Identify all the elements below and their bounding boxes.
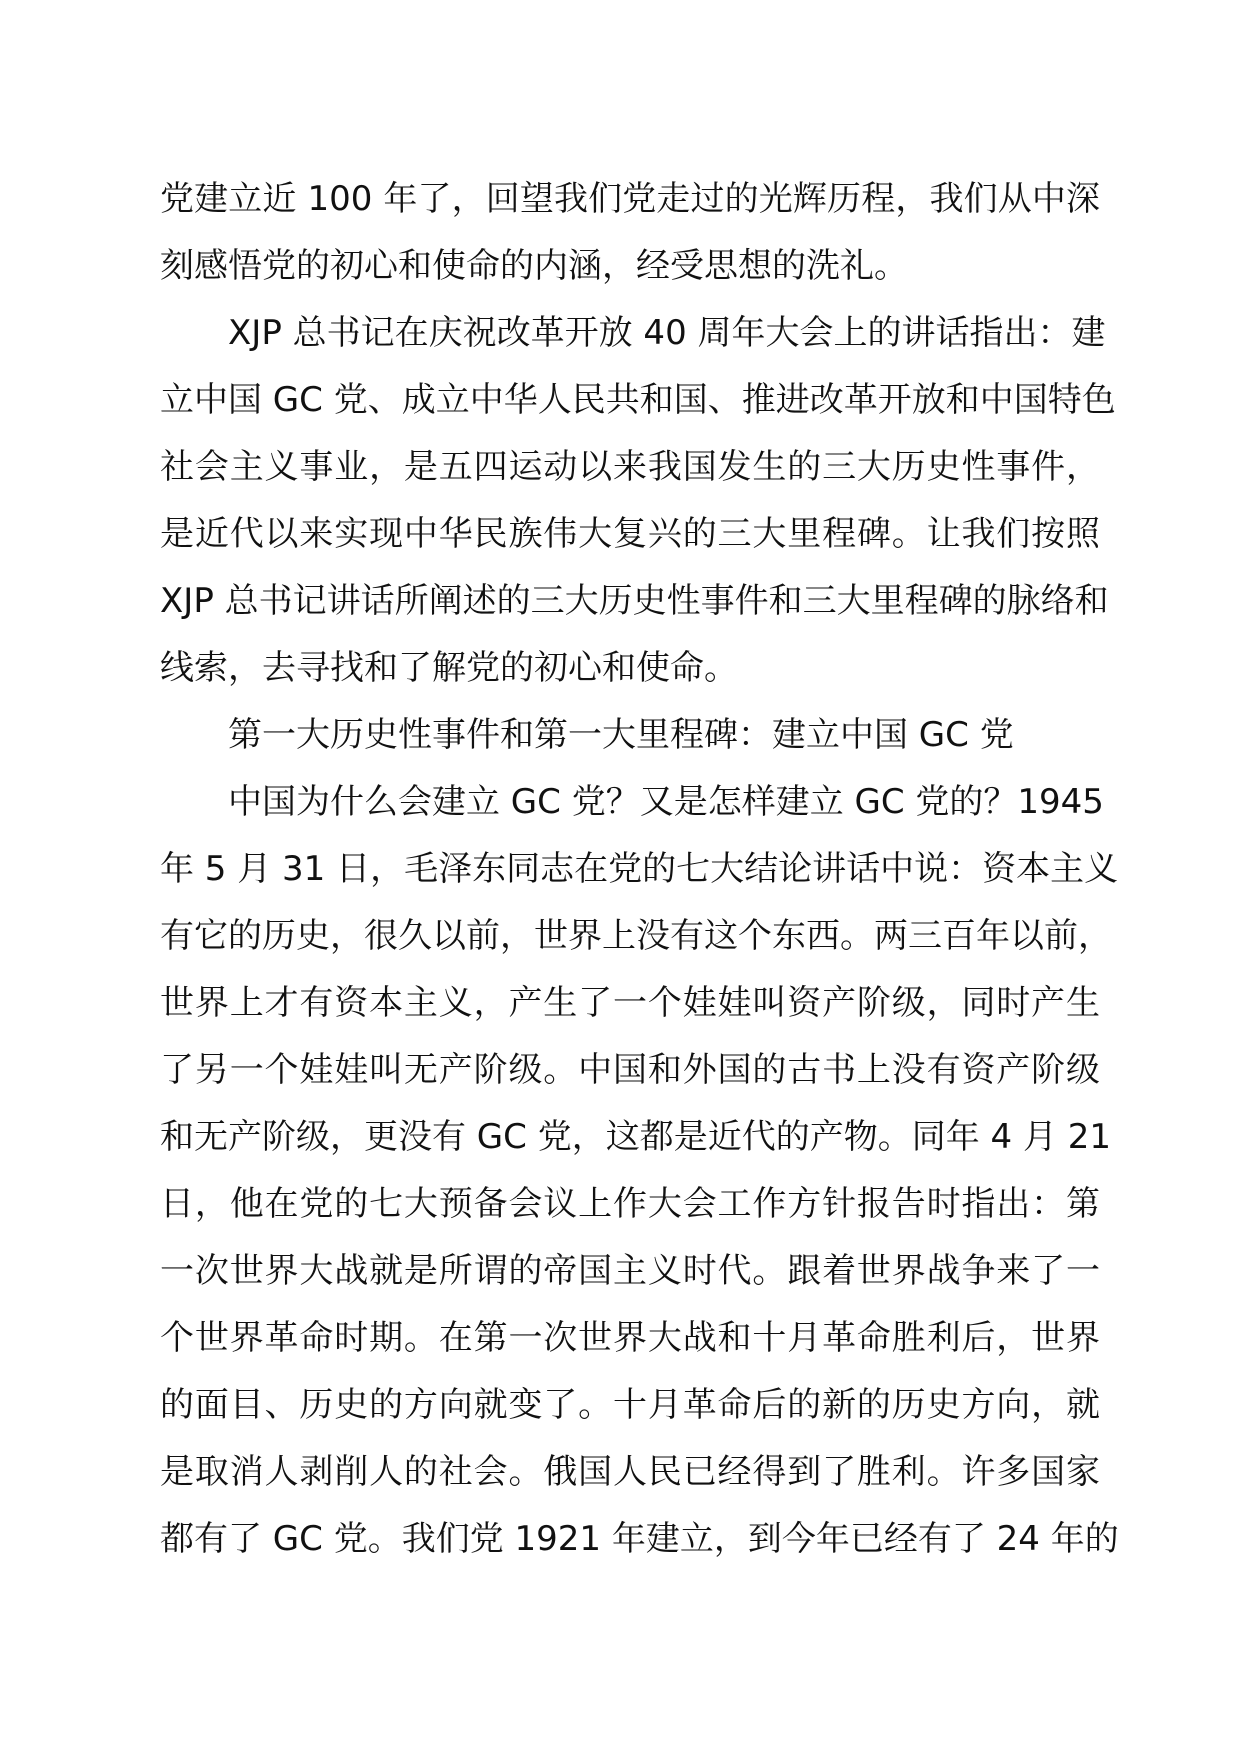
body-text	[160, 166, 1119, 1573]
text-line: 日，他在党的七大预备会议上作大会工作方针报告时指出：第	[160, 1184, 1100, 1224]
text-line: 年 5 月 31 日，毛泽东同志在党的七大结论讲话中说：资本主义	[160, 849, 1119, 889]
text-line: 线索，去寻找和了解党的初心和使命。	[160, 648, 738, 688]
text-line: XJP 总书记讲话所阐述的三大历史性事件和三大里程碑的脉络和	[160, 581, 1109, 621]
text-line: 世界上才有资本主义，产生了一个娃娃叫资产阶级，同时产生	[160, 983, 1100, 1023]
text-line: 有它的历史，很久以前，世界上没有这个东西。两三百年以前，	[160, 916, 1112, 956]
text-line: 第一大历史性事件和第一大里程碑：建立中国 GC 党	[228, 715, 1014, 755]
text-line: 都有了 GC 党。我们党 1921 年建立，到今年已经有了 24 年的	[160, 1519, 1119, 1559]
text-line: 是近代以来实现中华民族伟大复兴的三大里程碑。让我们按照	[160, 514, 1100, 554]
text-line: 刻感悟党的初心和使命的内涵，经受思想的洗礼。	[160, 246, 908, 286]
text-line: 党建立近 100 年了，回望我们党走过的光辉历程，我们从中深	[160, 179, 1100, 219]
text-line: 社会主义事业，是五四运动以来我国发生的三大历史性事件，	[160, 447, 1100, 487]
text-line: 一次世界大战就是所谓的帝国主义时代。跟着世界战争来了一	[160, 1251, 1100, 1291]
text-line: 是取消人剥削人的社会。俄国人民已经得到了胜利。许多国家	[160, 1452, 1100, 1492]
text-line: XJP 总书记在庆祝改革开放 40 周年大会上的讲话指出：建	[228, 313, 1106, 353]
text-line: 了另一个娃娃叫无产阶级。中国和外国的古书上没有资产阶级	[160, 1050, 1100, 1090]
text-line: 立中国 GC 党、成立中华人民共和国、推进改革开放和中国特色	[160, 380, 1116, 420]
text-line: 的面目、历史的方向就变了。十月革命后的新的历史方向，就	[160, 1385, 1100, 1425]
text-line: 中国为什么会建立 GC 党？又是怎样建立 GC 党的？1945	[228, 782, 1104, 822]
text-line: 和无产阶级，更没有 GC 党，这都是近代的产物。同年 4 月 21	[160, 1117, 1112, 1157]
text-line: 个世界革命时期。在第一次世界大战和十月革命胜利后，世界	[160, 1318, 1100, 1358]
